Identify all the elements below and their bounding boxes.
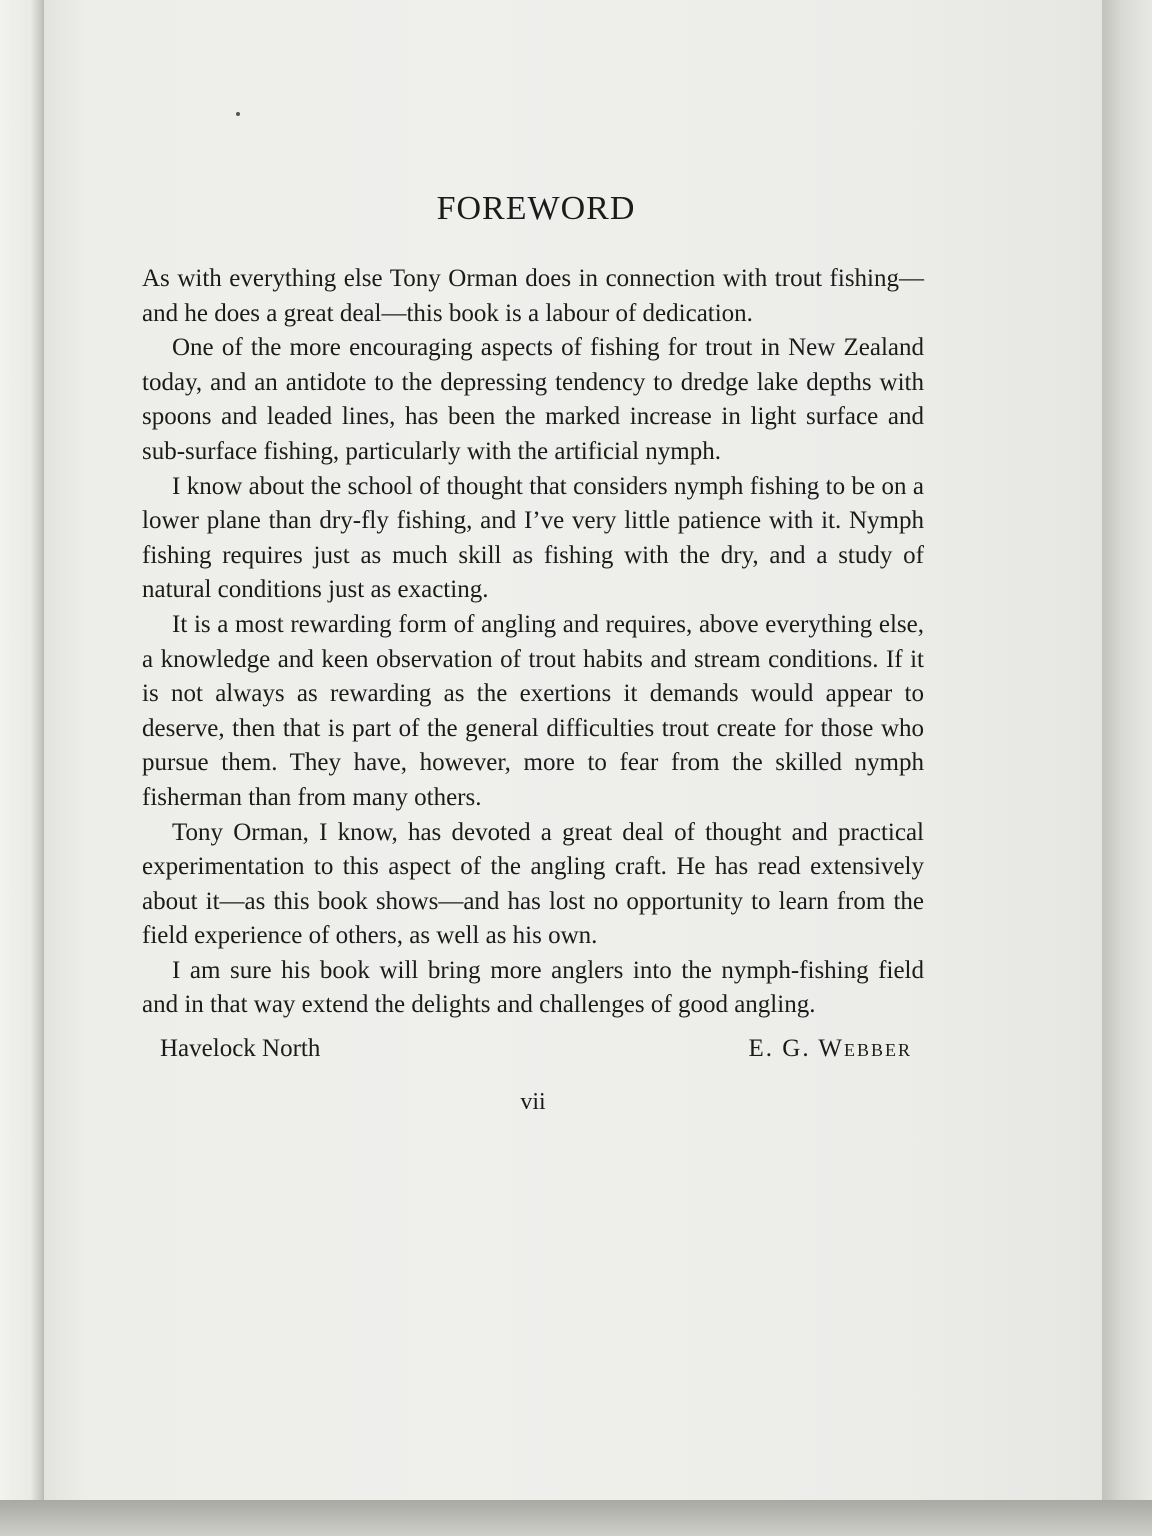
foreword-paragraph: It is a most rewarding form of angling and requires, above everything else, a knowledge and keen observation of trout habits and stream conditions. If it is not always as rewarding as the exertions it demands would appear to deserve, then that is part of the general difficulties trout create for those who pursue them. They have, however, more to fear from the skilled nymph fisherman than from many others. [142, 610, 924, 811]
left-page-edge [0, 0, 44, 1536]
author-signature: E. G. Webber [748, 1035, 912, 1063]
paper-speck [236, 112, 240, 116]
place-name: Havelock North [160, 1035, 321, 1063]
foreword-text-block [142, 190, 924, 1116]
foreword-paragraph: I know about the school of thought that considers nymph fishing to be on a lower plane than dry-fly fishing, and I’ve very little patience with it. Nymph fishing requires just as much skill as fishing with the dry, and a study of natural conditions just as exacting. [142, 472, 924, 604]
foreword-paragraph: One of the more encouraging aspects of fishing for trout in New Zealand today, and an antidote to the depressing tendency to dredge lake depths with spoons and leaded lines, has been the marked increase in light surface and sub-surface fishing, particularly with the artificial nymph. [142, 334, 924, 465]
bottom-book-edge [0, 1500, 1152, 1536]
foreword-paragraph: I am sure his book will bring more anglers into the nymph-fishing field and in that way extend the delights and challenges of good angling. [142, 956, 924, 1019]
foreword-paragraph: As with everything else Tony Orman does in connection with trout fishing—and he does a great deal—this book is a labour of dedication. [142, 265, 924, 327]
page-number: vii [520, 1089, 546, 1116]
foreword-title: FOREWORD [436, 190, 636, 227]
signature-row [142, 1035, 924, 1063]
foreword-paragraph: Tony Orman, I know, has devoted a great deal of thought and practical experimentation to this aspect of the angling craft. He has read extensively about it—as this book shows—and has lost no opportunity to learn from the field experience of others, as well as his own. [142, 818, 924, 950]
right-book-edge [1102, 0, 1152, 1536]
